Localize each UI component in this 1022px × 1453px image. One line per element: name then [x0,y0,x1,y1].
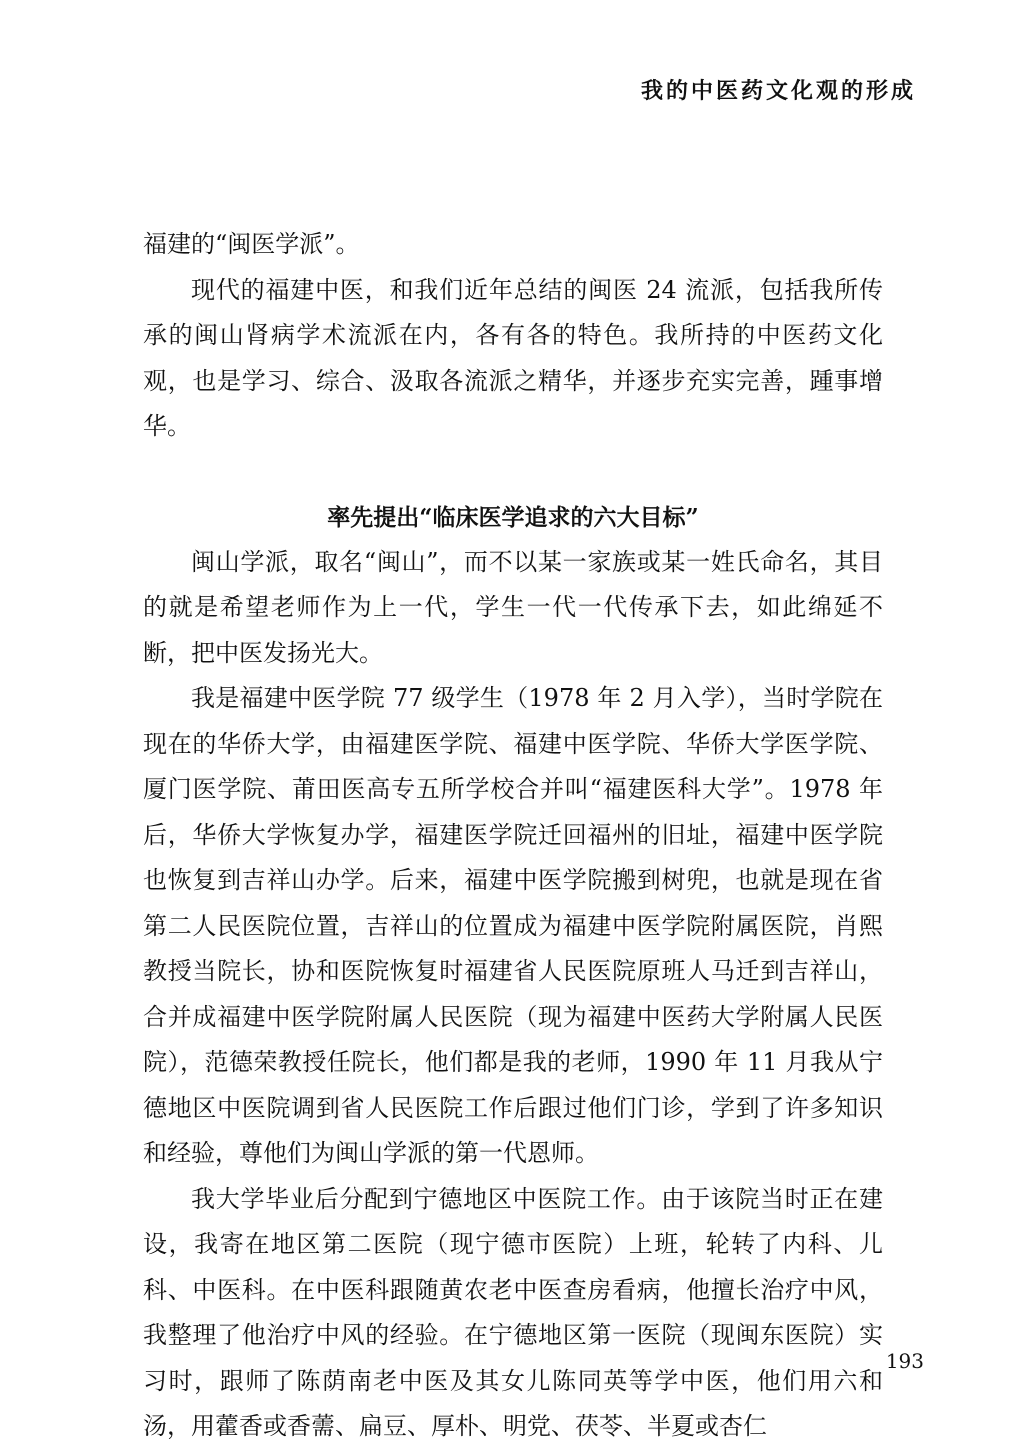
page-number: 193 [885,1349,924,1373]
paragraph: 现代的福建中医，和我们近年总结的闽医 24 流派，包括我所传承的闽山肾病学术流派在内，各有各的特色。我所持的中医药文化观，也是学习、综合、汲取各流派之精华，并逐步充实完善，踵事增华。 [143,275,883,440]
paragraph: 我是福建中医学院 77 级学生（1978 年 2 月入学），当时学院在现在的华侨大学，由福建医学院、福建中医学院、华侨大学医学院、厦门医学院、莆田医高专五所学校合并叫“福建医科大学”。1978 年后，华侨大学恢复办学，福建医学院迁回福州的旧址，福建中医学院也恢复到吉祥山办学。后来，福建中医学院搬到树兜，也就是现在省第二人民医院位置，吉祥山的位置成为福建中医学院附属医院，肖熙教授当院长，协和医院恢复时福建省人民医院原班人马迁到吉祥山，合并成福建中医学院附属人民医院（现为福建中医药大学附属人民医院），范德荣教授任院长，他们都是我的老师，1990 年 11 月我从宁德地区中医院调到省人民医院工作后跟过他们门诊，学到了许多知识和经验，尊他们为闽山学派的第一代恩师。 [143,684,883,1167]
paragraph: 我大学毕业后分配到宁德地区中医院工作。由于该院当时正在建设，我寄在地区第二医院（现宁德市医院）上班，轮转了内科、儿科、中医科。在中医科跟随黄农老中医查房看病，他擅长治疗中风，我整理了他治疗中风的经验。在宁德地区第一医院（现闽东医院）实习时，跟师了陈荫南老中医及其女儿陈同英等学中医，他们用六和汤，用藿香或香薷、扁豆、厚朴、明党、茯苓、半夏或杏仁 [143,1184,883,1440]
section-heading: 率先提出“临床医学追求的六大目标” [327,503,699,531]
paragraph: 闽山学派，取名“闽山”，而不以某一家族或某一姓氏命名，其目的就是希望老师作为上一代，学生一代一代传承下去，如此绵延不断，把中医发扬光大。 [143,547,883,667]
running-header: 我的中医药文化观的形成 [640,78,916,104]
paragraph: 福建的“闽医学派”。 [143,230,360,258]
page-body [143,222,883,1450]
